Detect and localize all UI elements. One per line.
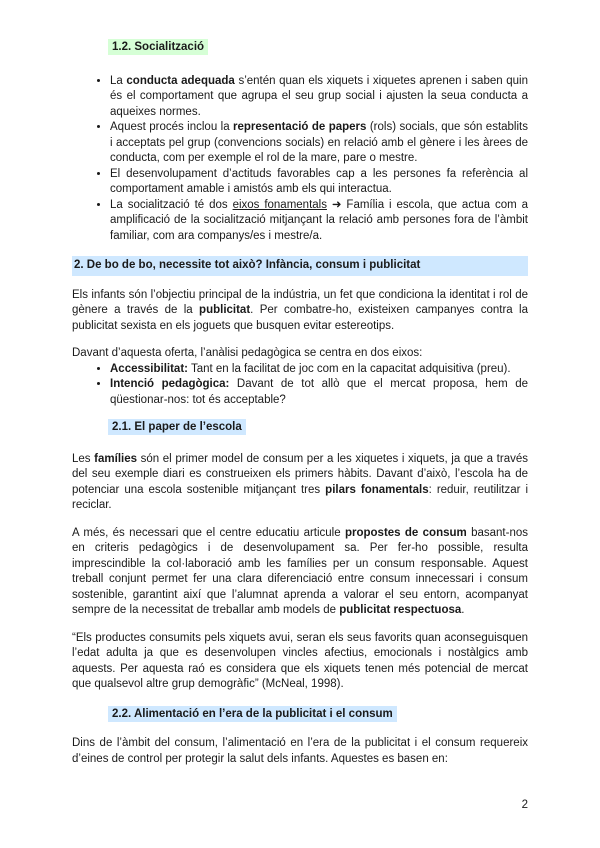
section-heading-1-2: 1.2. Socialització (108, 40, 208, 56)
list-item: • Intenció pedagògica: Davant de tot allò que el mercat proposa, hem de qüestionar-nos: tot és acceptable? (110, 377, 528, 408)
quote: “Els productes consumits pels xiquets avui, seran els seus favorits quan aconseguisquen l’edat adulta ja que es desenvolupen vincles afectius, emocionals i nostàlgics amb aquests. Per aquesta raó es considera que els xiquets tenen més potencial de mercat que qualsevol altre grup demogràfic” (McNeal, 1998). (72, 631, 528, 690)
list-item: • La conducta adequada s’entén quan els xiquets i xiquetes aprenen i saben quin és el comportament que agrupa el seu grup social i ajusten la seua conducta a aqueixes normes. (110, 74, 528, 121)
axes-list (72, 362, 528, 409)
document-page (72, 36, 528, 767)
page-number: 2 (521, 799, 528, 811)
list-item: • El desenvolupament d’actituds favorables cap a les persones fa referència al comportament amable i amistós amb els qui interactua. (110, 167, 528, 198)
socialization-list (72, 74, 528, 245)
list-item: • Aquest procés inclou la representació de papers (rols) socials, que són establits i acceptats pel grup (convencions socials) en relació amb el gènere i les àrees de conducta, com per exemple el rol de la mare, pare o mestre. (110, 120, 528, 167)
list-item: • La socialització té dos eixos fonamentals ➜ Família i escola, que actua com a amplificació de la socialització mitjançant la relació amb persones fora de l’àmbit familiar, com ara companys/es i mestre/a. (110, 198, 528, 245)
paragraph: Davant d’aquesta oferta, l’anàlisi pedagògica se centra en dos eixos: (72, 347, 423, 359)
section-heading-2-2: 2.2. Alimentació en l’era de la publicitat i el consum (108, 707, 397, 723)
paragraph: Dins de l’àmbit del consum, l’alimentació en l’era de la publicitat i el consum requereix d’eines de control per protegir la salut dels infants. Aquestes es basen en: (72, 737, 528, 765)
paragraph: Els infants són l’objectiu principal de la indústria, un fet que condiciona la identitat i rol de gènere a través de la publicitat. Per combatre-ho, existeixen campanyes contra la publicitat sexista en els joguets que busquen evitar estereotips. (72, 288, 528, 332)
paragraph: Les famílies són el primer model de consum per a les xiquetes i xiquets, ja que a través del seu exemple diari es construeixen els primers hàbits. Davant d’això, l’escola ha de potenciar una escola sostenible mitjançant tres pilars fonamentals: reduir, reutilitzar i reciclar. (72, 452, 529, 511)
section-heading-2: 2. De bo de bo, necessite tot això? Infància, consum i publicitat (72, 256, 528, 276)
section-heading-2-1: 2.1. El paper de l’escola (108, 420, 246, 436)
list-item: • Accessibilitat: Tant en la facilitat de joc com en la capacitat adquisitiva (preu). (110, 362, 528, 378)
paragraph: A més, és necessari que el centre educatiu articule propostes de consum basant-nos en criteris pedagògics i de desenvolupament sa. Per fer-ho possible, resulta imprescindible la col·laboració amb les famílies per un consum responsable. Aquest treball conjunt permet fer una clara diferenciació entre consum innecessari i consum sostenible, garantint així que l’alumnat aprenda a valorar el seu entorn, acompanyat sempre de la necessitat de treballar amb models de publicitat respectuosa. (72, 526, 528, 616)
